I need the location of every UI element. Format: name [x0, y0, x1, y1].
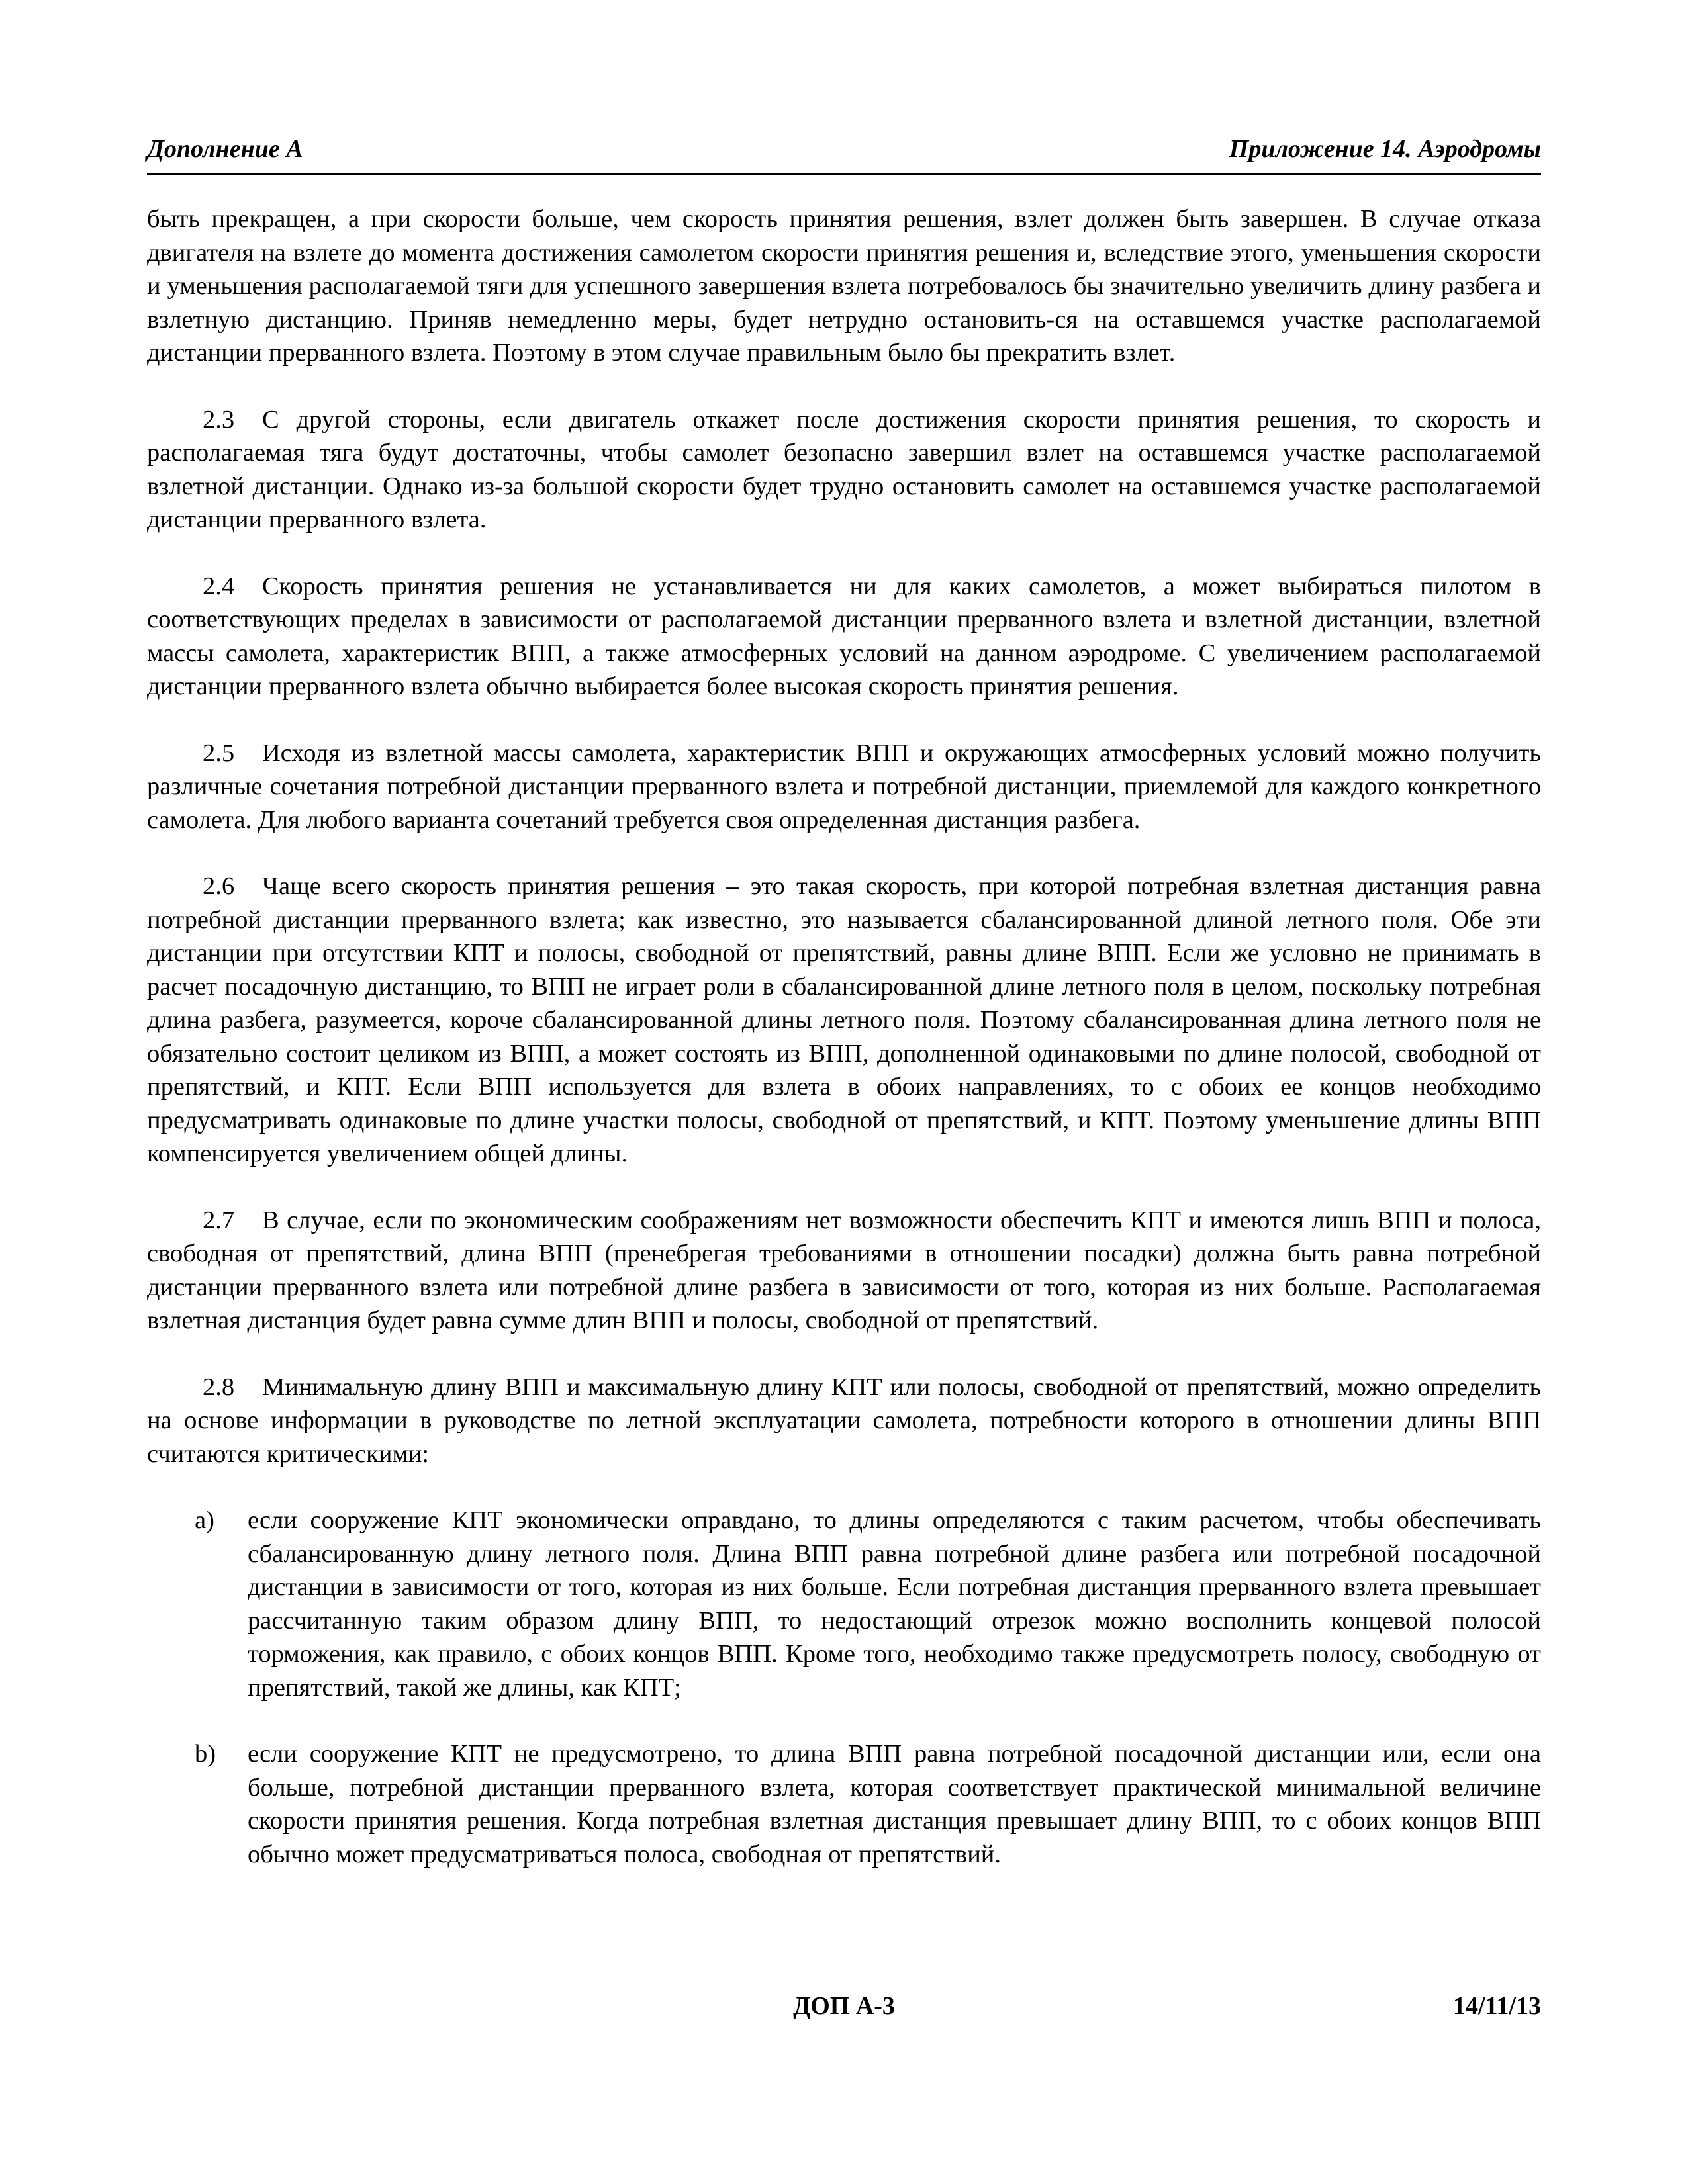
paragraph-2-3	[147, 403, 1541, 537]
paragraph-2-6	[147, 870, 1541, 1171]
paragraph-text: С другой стороны, если двигатель откажет после достижения скорости принятия решения, то скорость и располагаемая тяга будут достаточны, чтобы самолет безопасно завершил взлет на оставшемся участке располагаемой взлетной дистанции. Однако из-за большой скорости будет трудно остановить самолет на оставшемся участке располагаемой дистанции прерванного взлета.	[147, 405, 1541, 533]
footer-date: 14/11/13	[1452, 1992, 1541, 2020]
lettered-list	[147, 1504, 1541, 1871]
paragraph-text: Минимальную длину ВПП и максимальную длину КПТ или полосы, свободной от препятствий, можно определить на основе информации в руководстве по летной эксплуатации самолета, потребности которого в отношении длины ВПП считаются критическими:	[147, 1373, 1541, 1468]
paragraph-number: 2.5	[203, 739, 235, 767]
paragraph-2-8	[147, 1371, 1541, 1471]
paragraph-number: 2.7	[203, 1206, 235, 1234]
paragraph-number: 2.8	[203, 1373, 235, 1401]
list-item-b	[147, 1737, 1541, 1871]
header-annex-title: Приложение 14. Аэродромы	[1229, 135, 1541, 163]
list-marker: b)	[195, 1740, 216, 1768]
paragraph-number: 2.3	[203, 405, 235, 433]
header-section-title: Дополнение А	[147, 135, 303, 163]
running-footer	[147, 1989, 1541, 2023]
paragraph-text: Чаще всего скорость принятия решения – это такая скорость, при которой потребная взлетная дистанция равна потребной дистанции прерванного взлета; как известно, это называется сбалансированной длиной летного поля. Обе эти дистанции при отсутствии КПТ и полосы, свободной от препятствий, равны длине ВПП. Если же условно не принимать в расчет посадочную дистанцию, то ВПП не играет роли в сбалансированной длине летного поля в целом, поскольку потребная длина разбега, разумеется, короче сбалансированной длины летного поля. Поэтому сбалансированная длина летного поля не обязательно состоит целиком из ВПП, а может состоять из ВПП, дополненной одинаковыми по длине полосой, свободной от препятствий, и КПТ. Если ВПП используется для взлета в обоих направлениях, то с обоих ее концов необходимо предусматривать одинаковые по длине участки полосы, свободной от препятствий, и КПТ. Поэтому уменьшение длины ВПП компенсируется увеличением общей длины.	[147, 872, 1541, 1167]
paragraph-2-7	[147, 1204, 1541, 1338]
paragraph-continuation	[147, 203, 1541, 370]
paragraph-text: Скорость принятия решения не устанавливается ни для каких самолетов, а может выбираться пилотом в соответствующих пределах в зависимости от располагаемой дистанции прерванного взлета и взлетной дистанции, взлетной массы самолета, характеристик ВПП, а также атмосферных условий на данном аэродроме. С увеличением располагаемой дистанции прерванного взлета обычно выбирается более высокая скорость принятия решения.	[147, 572, 1541, 700]
paragraph-number: 2.4	[203, 572, 235, 600]
paragraph-text: В случае, если по экономическим соображениям нет возможности обеспечить КПТ и имеются лишь ВПП и полоса, свободная от препятствий, длина ВПП (пренебрегая требованиями в отношении посадки) должна быть равна потребной дистанции прерванного взлета или потребной длине разбега в зависимости от того, которая из них больше. Располагаемая взлетная дистанция будет равна сумме длин ВПП и полосы, свободной от препятствий.	[147, 1206, 1541, 1334]
running-header	[147, 132, 1541, 175]
paragraph-text: Исходя из взлетной массы самолета, характеристик ВПП и окружающих атмосферных условий можно получить различные сочетания потребной дистанции прерванного взлета и потребной дистанции, приемлемой для каждого конкретного самолета. Для любого варианта сочетаний требуется своя определенная дистанция разбега.	[147, 739, 1541, 834]
list-marker: a)	[195, 1506, 214, 1534]
list-item-text: если сооружение КПТ не предусмотрено, то длина ВПП равна потребной посадочной дистанции или, если она больше, потребной дистанции прерванного взлета, которая соответствует практической минимальной величине скорости принятия решения. Когда потребная взлетная дистанция превышает длину ВПП, то с обоих концов ВПП обычно может предусматриваться полоса, свободная от препятствий.	[248, 1740, 1541, 1868]
list-item-text: если сооружение КПТ экономически оправдано, то длины определяются с таким расчетом, чтобы обеспечивать сбалансированную длину летного поля. Длина ВПП равна потребной длине разбега или потребной посадочной дистанции в зависимости от того, которая из них больше. Если потребная дистанция прерванного взлета превышает рассчитанную таким образом длину ВПП, то недостающий отрезок можно восполнить концевой полосой торможения, как правило, с обоих концов ВПП. Кроме того, необходимо также предусмотреть полосу, свободную от препятствий, такой же длины, как КПТ;	[248, 1506, 1541, 1702]
body-text	[147, 203, 1541, 1904]
list-item-a	[147, 1504, 1541, 1704]
paragraph-2-4	[147, 570, 1541, 704]
paragraph-text: быть прекращен, а при скорости больше, чем скорость принятия решения, взлет должен быть завершен. В случае отказа двигателя на взлете до момента достижения самолетом скорости принятия решения и, вследствие этого, уменьшения скорости и уменьшения располагаемой тяги для успешного завершения взлета потребовалось бы значительно увеличить длину разбега и взлетную дистанцию. Приняв немедленно меры, будет нетрудно остановить-ся на оставшемся участке располагаемой дистанции прерванного взлета. Поэтому в этом случае правильным было бы прекратить взлет.	[147, 205, 1541, 367]
paragraph-2-5	[147, 737, 1541, 837]
paragraph-number: 2.6	[203, 872, 235, 900]
page-number: ДОП А-3	[793, 1992, 895, 2020]
